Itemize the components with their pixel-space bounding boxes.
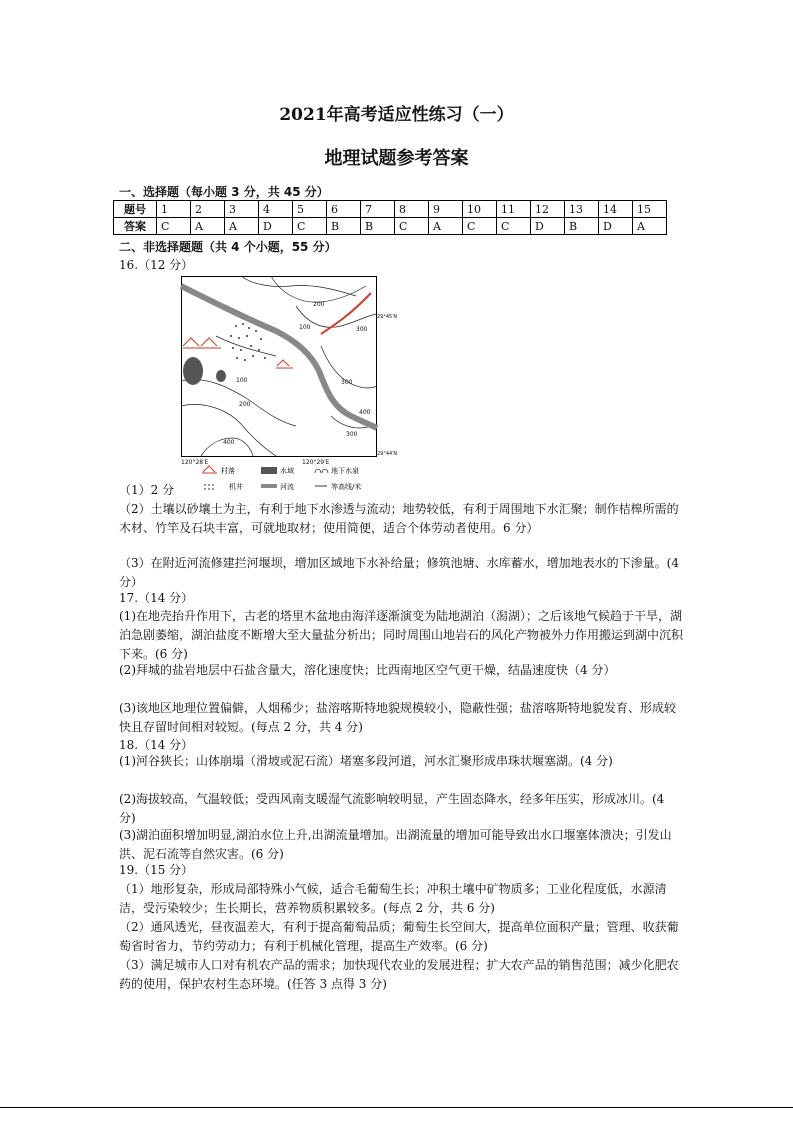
table-row-answers (114, 218, 667, 235)
water-body (183, 357, 203, 385)
contour-label: 300 (341, 379, 353, 386)
row-label-number: 题号 (114, 201, 157, 218)
table-cell: D (531, 218, 565, 235)
table-cell: 15 (633, 201, 667, 218)
table-cell: 7 (361, 201, 395, 218)
page-bottom-rule (0, 1107, 793, 1108)
table-cell: 1 (157, 201, 191, 218)
table-cell: 13 (565, 201, 599, 218)
legend-spring: 地下水泉 (331, 467, 359, 475)
table-cell: A (633, 218, 667, 235)
table-cell: B (565, 218, 599, 235)
table-cell: D (599, 218, 633, 235)
table-cell: A (225, 218, 259, 235)
table-cell: C (157, 218, 191, 235)
q18-answer-1: (1)河谷狭长；山体崩塌（滑坡或泥石流）堵塞多段河道，河水汇聚形成串珠状堰塞湖。(4 分) (119, 754, 613, 768)
water-body (216, 370, 226, 382)
table-cell: 9 (429, 201, 463, 218)
q17-answer-2: (2)拜城的盐岩地层中石盐含量大，溶化速度快；比西南地区空气更干燥，结晶速度快（4 分） (119, 663, 616, 677)
q17-answer-3: (3)该地区地理位置偏僻，人烟稀少；盐溶喀斯特地貌规模较小，隐蔽性强；盐溶喀斯特地貌发育、形成较快且存留时间相对较短。(每点 2 分，共 4 分) (119, 701, 677, 734)
q16-header: 16.（12 分） (119, 258, 194, 272)
q18-answer-3: (3)湖泊面积增加明显,湖泊水位上升,出湖流量增加。出湖流量的增加可能导致出水口堰塞体溃决；引发山洪、泥石流等自然灾害。(6 分) (119, 828, 672, 861)
contour-label: 300 (346, 431, 358, 438)
contour-label: 400 (223, 439, 235, 446)
lon-left-label: 120°28′E (181, 459, 209, 466)
contour-map (181, 276, 398, 466)
legend-river: 河流 (280, 483, 294, 491)
q16-answer-3: （3）在附近河流修建拦河堰坝，增加区域地下水补给量；修筑池塘、水库蓄水，增加地表水的下渗量。(4 分） (119, 556, 679, 589)
table-cell: A (191, 218, 225, 235)
lon-right-label: 120°29′E (302, 459, 330, 466)
table-cell: B (361, 218, 395, 235)
q17-answer-1: (1)在地壳抬升作用下，古老的塔里木盆地由海洋逐渐演变为陆地湖泊（潟湖）；之后该地气候趋于干旱，湖泊急剧萎缩，湖泊盐度不断增大至大量盐分析出；同时周围山地岩石的风化产物被外力作用搬运到湖中沉积下来。(6 分) (119, 609, 684, 661)
legend-well: 机井 (229, 483, 243, 491)
q16-answer-2: （2）土壤以砂壤土为主，有利于地下水渗透与流动；地势较低，有利于周围地下水汇聚；制作桔槔所需的木材、竹竿及石块丰富，可就地取材；使用简便，适合个体劳动者使用。6 分） (119, 502, 679, 535)
table-cell: 11 (497, 201, 531, 218)
table-cell: C (395, 218, 429, 235)
q19-answer-1: （1）地形复杂，形成局部特殊小气候，适合毛葡萄生长；冲积土壤中矿物质多；工业化程度低，水源清洁，受污染较少；生长期长，营养物质积累较多。(每点 2 分，共 6 分) (119, 882, 667, 915)
q18-header: 18.（14 分） (119, 738, 194, 752)
spring-legend-icon (315, 469, 328, 473)
row-label-answer: 答案 (114, 218, 157, 235)
table-cell: 5 (293, 201, 327, 218)
q19-answer-2: （2）通风透光，昼夜温差大，有利于提高葡萄品质；葡萄生长空间大，提高单位面积产量；管理、收获葡萄省时省力，节约劳动力；有利于机械化管理，提高生产效率。(6 分) (119, 920, 679, 953)
table-cell: 10 (463, 201, 497, 218)
lat-bottom-label: 29°44′N (377, 451, 398, 457)
answer-table (113, 200, 667, 235)
lat-top-label: 29°45′N (377, 314, 398, 320)
table-cell: A (429, 218, 463, 235)
table-cell: 4 (259, 201, 293, 218)
answer-key-title: 地理试题参考答案 (324, 148, 469, 169)
section1-heading: 一、选择题（每小题 3 分，共 45 分） (119, 185, 329, 199)
table-cell: C (497, 218, 531, 235)
contour-label: 300 (356, 326, 368, 333)
contour-label: 100 (299, 324, 311, 331)
table-cell: 14 (599, 201, 633, 218)
q19-answer-3: （3）满足城市人口对有机农产品的需求；加快现代农业的发展进程；扩大农产品的销售范围；减少化肥农药的使用，保护农村生态环境。(任答 3 点得 3 分) (119, 958, 679, 991)
legend-contour: 等高线/米 (331, 483, 362, 491)
q17-header: 17.（14 分） (119, 591, 194, 605)
table-cell: B (327, 218, 361, 235)
q18-answer-2: (2)海拔较高，气温较低；受西风南支暖湿气流影响较明显，产生固态降水，经多年压实，形成冰川。(4 分) (119, 792, 665, 825)
exam-title: 2021年高考适应性练习（一） (279, 105, 514, 125)
table-cell: D (259, 218, 293, 235)
contour-label: 100 (236, 377, 248, 384)
legend-water: 水域 (280, 467, 294, 475)
contour-label: 200 (313, 301, 325, 308)
water-legend-icon (261, 467, 277, 474)
table-cell: 8 (395, 201, 429, 218)
table-cell: 12 (531, 201, 565, 218)
table-row-numbers (114, 201, 667, 218)
table-cell: 6 (327, 201, 361, 218)
contour-label: 400 (359, 409, 371, 416)
village-legend-icon (202, 466, 217, 473)
legend-village: 村落 (221, 467, 235, 475)
q16-answer-1: （1）2 分 (119, 483, 175, 497)
table-cell: C (293, 218, 327, 235)
table-cell: 3 (225, 201, 259, 218)
table-cell: 2 (191, 201, 225, 218)
contour-label: 200 (239, 401, 251, 408)
table-cell: C (463, 218, 497, 235)
section2-heading: 二、非选择题题（共 4 个小题，55 分） (119, 240, 337, 254)
q19-header: 19.（15 分） (119, 863, 194, 877)
